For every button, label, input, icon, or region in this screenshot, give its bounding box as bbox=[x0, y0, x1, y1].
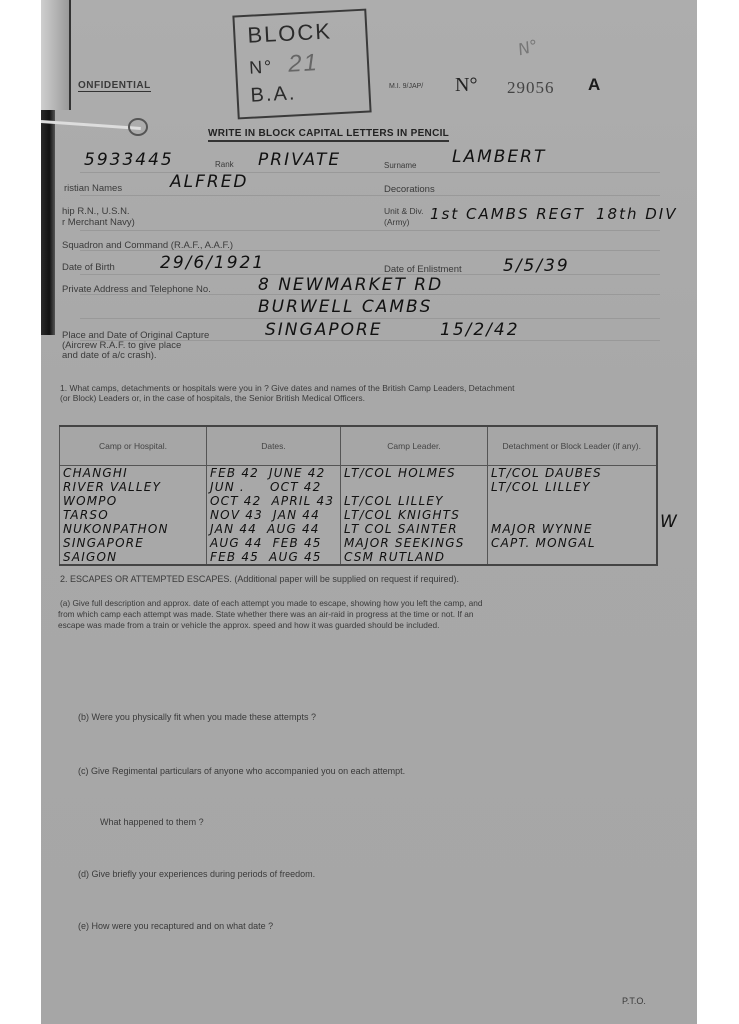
date-from: FEB 42 bbox=[210, 466, 260, 480]
confidential-label: ONFIDENTIAL bbox=[78, 80, 151, 91]
date-to: JAN 44 bbox=[272, 508, 320, 522]
question-a-line2: from which camp each attempt was made. State whether there was an air-raid in progress at the time or not. If an bbox=[58, 609, 474, 619]
question-a-line1: (a) Give full description and approx. date of each attempt you made to escape, showing how you left the camp, and bbox=[60, 598, 483, 608]
detachment-cell bbox=[488, 508, 657, 522]
binder-clip bbox=[41, 0, 71, 110]
leader-cell: LT/COL LILLEY bbox=[341, 494, 488, 508]
dob-label: Date of Birth bbox=[62, 262, 115, 273]
question-d: (d) Give briefly your experiences during periods of freedom. bbox=[78, 869, 316, 879]
dates-cell bbox=[207, 466, 341, 481]
form-suffix: A bbox=[588, 75, 601, 94]
capture-label-line1: Place and Date of Original Capture bbox=[62, 330, 210, 341]
table-row bbox=[60, 550, 657, 565]
number-label: N° bbox=[455, 74, 478, 96]
unit-label-line2: (Army) bbox=[384, 217, 410, 227]
address-line2: BURWELL CAMBS bbox=[258, 297, 433, 317]
date-from: JUN . bbox=[210, 480, 245, 494]
date-to: AUG 45 bbox=[269, 550, 322, 564]
column-camp-or-hospital: Camp or Hospital. bbox=[60, 426, 207, 466]
detachment-cell: LT/COL DAUBES bbox=[488, 466, 657, 481]
capture-label-line2: (Aircrew R.A.F. to give place bbox=[62, 340, 182, 351]
capture-place: SINGAPORE bbox=[265, 320, 383, 340]
camp-cell: RIVER VALLEY bbox=[60, 480, 207, 494]
block-stamp bbox=[232, 9, 371, 120]
camp-cell: TARSO bbox=[60, 508, 207, 522]
dates-cell bbox=[207, 536, 341, 550]
enlistment-label: Date of Enlistment bbox=[384, 264, 462, 275]
camp-cell: SINGAPORE bbox=[60, 536, 207, 550]
date-to: AUG 44 bbox=[267, 522, 320, 536]
camps-table bbox=[59, 425, 658, 566]
section1-question-line2: (or Block) Leaders or, in the case of hospitals, the Senior British Medical Officers. bbox=[60, 393, 366, 403]
ship-label-line1: hip R.N., U.S.N. bbox=[62, 206, 130, 217]
detachment-cell bbox=[488, 494, 657, 508]
camps-table-header bbox=[60, 426, 657, 466]
please-turn-over: P.T.O. bbox=[622, 996, 646, 1006]
camp-cell: SAIGON bbox=[60, 550, 207, 565]
detachment-cell bbox=[488, 550, 657, 565]
date-from: AUG 44 bbox=[210, 536, 263, 550]
question-e: (e) How were you recaptured and on what date ? bbox=[78, 921, 274, 931]
dates-cell bbox=[207, 522, 341, 536]
camp-cell: CHANGHI bbox=[60, 466, 207, 481]
enlistment-value: 5/5/39 bbox=[503, 256, 570, 276]
question-b: (b) Were you physically fit when you made these attempts ? bbox=[78, 712, 316, 722]
leader-cell: LT COL SAINTER bbox=[341, 522, 488, 536]
question-c-followup: What happened to them ? bbox=[100, 817, 204, 827]
leader-cell bbox=[341, 480, 488, 494]
dates-cell bbox=[207, 494, 341, 508]
surname-value: LAMBERT bbox=[452, 147, 547, 167]
section2-title: 2. ESCAPES OR ATTEMPTED ESCAPES. (Additional paper will be supplied on request if required). bbox=[60, 574, 460, 584]
date-from: JAN 44 bbox=[210, 522, 258, 536]
dates-cell bbox=[207, 480, 341, 494]
camp-cell: NUKONPATHON bbox=[60, 522, 207, 536]
instruction-heading: WRITE IN BLOCK CAPITAL LETTERS IN PENCIL bbox=[208, 128, 449, 142]
surname-label: Surname bbox=[384, 161, 417, 170]
christian-names-value: ALFRED bbox=[170, 172, 249, 192]
section1-question-line1: 1. What camps, detachments or hospitals were you in ? Give dates and names of the British Camp Leaders, Detachment bbox=[60, 383, 515, 393]
leader-cell: MAJOR SEEKINGS bbox=[341, 536, 488, 550]
column-detachment-leader: Detachment or Block Leader (if any). bbox=[488, 426, 657, 466]
table-row bbox=[60, 494, 657, 508]
dob-value: 29/6/1921 bbox=[160, 253, 266, 273]
rank-label: Rank bbox=[215, 160, 234, 169]
table-row bbox=[60, 466, 657, 481]
division-value: 18th DIV bbox=[596, 205, 678, 223]
stamp-number-prefix: N° bbox=[248, 56, 274, 78]
army-number-value: 5933445 bbox=[84, 150, 174, 170]
date-from: OCT 42 bbox=[210, 494, 262, 508]
leader-cell: LT/COL KNIGHTS bbox=[341, 508, 488, 522]
unit-label-line1: Unit & Div. bbox=[384, 206, 424, 216]
unit-value: 1st CAMBS REGT bbox=[430, 205, 585, 223]
squadron-label: Squadron and Command (R.A.F., A.A.F.) bbox=[62, 240, 234, 251]
table-row bbox=[60, 508, 657, 522]
date-to: APRIL 43 bbox=[271, 494, 335, 508]
stamp-block-text: BLOCK bbox=[246, 18, 333, 48]
decorations-label: Decorations bbox=[384, 184, 435, 195]
stamp-ba-text: B.A. bbox=[250, 82, 297, 107]
column-camp-leader: Camp Leader. bbox=[341, 426, 488, 466]
camp-cell: WOMPO bbox=[60, 494, 207, 508]
address-label: Private Address and Telephone No. bbox=[62, 284, 211, 295]
dates-cell bbox=[207, 508, 341, 522]
form-number: 29056 bbox=[507, 78, 555, 97]
question-a-line3: escape was made from a train or vehicle the approx. speed and how it was guarded should be included. bbox=[58, 620, 440, 630]
table-row bbox=[60, 480, 657, 494]
detachment-cell: MAJOR WYNNE bbox=[488, 522, 657, 536]
leader-cell: CSM RUTLAND bbox=[341, 550, 488, 565]
ship-label-line2: r Merchant Navy) bbox=[62, 217, 135, 228]
form-reference: M.I. 9/JAP/ bbox=[389, 83, 424, 90]
margin-mark: W bbox=[660, 512, 679, 532]
treasury-tag-knot bbox=[128, 118, 148, 136]
date-to: OCT 42 bbox=[270, 480, 322, 494]
table-row bbox=[60, 536, 657, 550]
detachment-cell: CAPT. MONGAL bbox=[488, 536, 657, 550]
stamp-number-value: 21 bbox=[287, 49, 320, 78]
stamp-number-label bbox=[248, 49, 319, 81]
christian-names-label: ristian Names bbox=[64, 183, 123, 194]
leader-cell: LT/COL HOLMES bbox=[341, 466, 488, 481]
pencil-mark: N° bbox=[515, 35, 541, 60]
date-to: FEB 45 bbox=[272, 536, 322, 550]
question-c: (c) Give Regimental particulars of anyone who accompanied you on each attempt. bbox=[78, 766, 406, 776]
date-from: FEB 45 bbox=[210, 550, 260, 564]
capture-label-line3: and date of a/c crash). bbox=[62, 350, 157, 361]
capture-date: 15/2/42 bbox=[440, 320, 520, 340]
address-line1: 8 NEWMARKET RD bbox=[258, 275, 444, 295]
detachment-cell: LT/COL LILLEY bbox=[488, 480, 657, 494]
table-row bbox=[60, 522, 657, 536]
column-dates: Dates. bbox=[207, 426, 341, 466]
rank-value: PRIVATE bbox=[258, 150, 342, 170]
dates-cell bbox=[207, 550, 341, 565]
date-to: JUNE 42 bbox=[269, 466, 326, 480]
date-from: NOV 43 bbox=[210, 508, 263, 522]
